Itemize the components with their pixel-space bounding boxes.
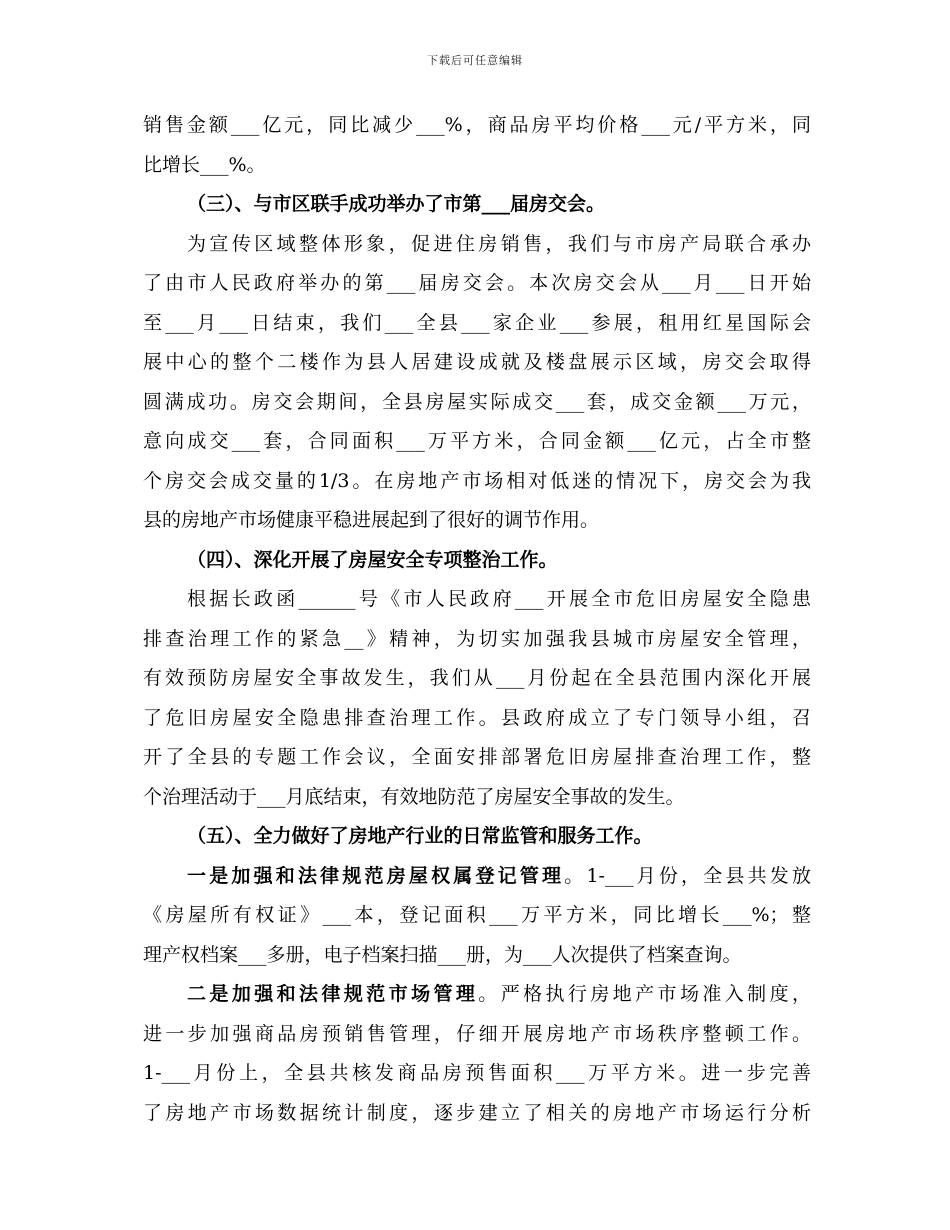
text-line: 理产权档案___多册，电子档案扫描___册，为___人次提供了档案查询。 bbox=[143, 943, 742, 966]
document-body bbox=[143, 106, 811, 1133]
text-line: 进一步加强商品房预销售管理，仔细开展房地产市场秩序整顿工作。 bbox=[143, 1022, 811, 1045]
text-line: 了由市人民政府举办的第___届房交会。本次房交会从___月___日开始 bbox=[143, 272, 811, 294]
text-line bbox=[143, 975, 811, 1015]
text-line: 有效预防房屋安全事故发生，我们从___月份起在全县范围内深化开展 bbox=[143, 667, 811, 689]
inline-bold-lead: 一是加强和法律规范房屋权属登记管理 bbox=[187, 864, 565, 887]
text-line: 开了全县的专题工作会议，全面安排部署危旧房屋排查治理工作，整 bbox=[143, 746, 811, 768]
text-line: 县的房地产市场健康平稳进展起到了很好的调节作用。 bbox=[143, 509, 600, 531]
page-header-note: 下载后可任意编辑 bbox=[427, 54, 523, 67]
text-line: 了房地产市场数据统计制度，逐步建立了相关的房地产市场运行分析 bbox=[143, 1101, 811, 1124]
text-line: 根据长政函______号《市人民政府___开展全市危旧房屋安全隐患 bbox=[187, 588, 811, 610]
text-line: 意向成交___套，合同面积___万平方米，合同金额___亿元，占全市整 bbox=[143, 430, 811, 452]
text-line: 比增长___%。 bbox=[143, 153, 266, 176]
inline-text: 。1-___月份，全县共发放 bbox=[564, 864, 811, 887]
section-heading: （四）、深化开展了房屋安全专项整治工作。 bbox=[187, 548, 558, 571]
text-line: 至___月___日结束，我们___全县___家企业___参展，租用红星国际会 bbox=[143, 311, 811, 334]
section-heading: （五）、全力做好了房地产行业的日常监管和服务工作。 bbox=[187, 825, 653, 847]
inline-text: 。严格执行房地产市场准入制度， bbox=[478, 983, 811, 1005]
text-line: 了危旧房屋安全隐患排查治理工作。县政府成立了专门领导小组，召 bbox=[143, 706, 811, 729]
text-line: 1-___月份上，全县共核发商品房预售面积___万平方米。进一步完善 bbox=[143, 1062, 811, 1084]
text-line: 为宣传区域整体形象，促进住房销售，我们与市房产局联合承办 bbox=[187, 232, 811, 255]
text-line bbox=[143, 857, 811, 897]
text-line: 圆满成功。房交会期间，全县房屋实际成交___套，成交金额___万元， bbox=[143, 390, 811, 413]
text-line: 个房交会成交量的1/3。在房地产市场相对低迷的情况下，房交会为我 bbox=[143, 469, 811, 492]
text-line: 展中心的整个二楼作为县人居建设成就及楼盘展示区域，房交会取得 bbox=[143, 351, 811, 373]
text-line: 排查治理工作的紧急__》精神，为切实加强我县城市房屋安全管理， bbox=[143, 627, 811, 650]
section-heading: （三）、与市区联手成功举办了市第___届房交会。 bbox=[187, 193, 606, 215]
inline-bold-lead: 二是加强和法律规范市场管理 bbox=[187, 983, 479, 1005]
text-line: 个治理活动于___月底结束，有效地防范了房屋安全事故的发生。 bbox=[143, 785, 685, 808]
text-line: 销售金额___亿元，同比减少___%，商品房平均价格___元/平方米，同 bbox=[143, 114, 811, 136]
text-line: 《房屋所有权证》___本，登记面积___万平方米，同比增长___%；整 bbox=[143, 904, 811, 926]
